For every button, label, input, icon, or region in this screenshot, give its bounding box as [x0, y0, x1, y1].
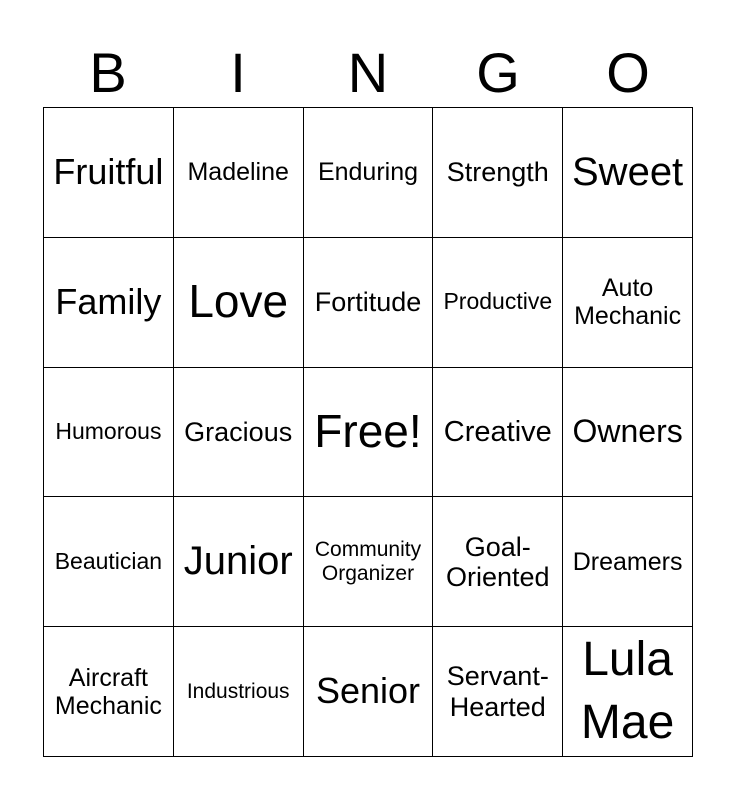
- bingo-cell[interactable]: Beautician: [44, 497, 174, 627]
- bingo-cell[interactable]: Senior: [304, 627, 434, 757]
- header-letter-i: I: [230, 41, 246, 104]
- bingo-cell[interactable]: Madeline: [174, 108, 304, 238]
- bingo-cell[interactable]: Dreamers: [563, 497, 693, 627]
- bingo-cell[interactable]: Junior: [174, 497, 304, 627]
- header-letter-n: N: [347, 41, 389, 104]
- bingo-board: [43, 107, 693, 757]
- bingo-cell[interactable]: Fruitful: [44, 108, 174, 238]
- bingo-cell[interactable]: Gracious: [174, 368, 304, 498]
- header-letter-g: G: [476, 41, 520, 104]
- bingo-cell[interactable]: Sweet: [563, 108, 693, 238]
- bingo-cell[interactable]: Productive: [433, 238, 563, 368]
- bingo-cell[interactable]: Lula Mae: [563, 627, 693, 757]
- bingo-cell[interactable]: Creative: [433, 368, 563, 498]
- bingo-cell[interactable]: Family: [44, 238, 174, 368]
- bingo-cell[interactable]: Humorous: [44, 368, 174, 498]
- bingo-cell[interactable]: Auto Mechanic: [563, 238, 693, 368]
- bingo-cell[interactable]: Enduring: [304, 108, 434, 238]
- bingo-header: [43, 40, 693, 106]
- bingo-cell[interactable]: Love: [174, 238, 304, 368]
- bingo-cell[interactable]: Aircraft Mechanic: [44, 627, 174, 757]
- header-letter-b: B: [89, 41, 127, 104]
- bingo-cell[interactable]: Industrious: [174, 627, 304, 757]
- bingo-cell[interactable]: Goal- Oriented: [433, 497, 563, 627]
- free-space-cell[interactable]: Free!: [304, 368, 434, 498]
- header-letter-o: O: [606, 41, 650, 104]
- bingo-cell[interactable]: Fortitude: [304, 238, 434, 368]
- bingo-cell[interactable]: Servant- Hearted: [433, 627, 563, 757]
- bingo-cell[interactable]: Strength: [433, 108, 563, 238]
- bingo-cell[interactable]: Community Organizer: [304, 497, 434, 627]
- bingo-cell[interactable]: Owners: [563, 368, 693, 498]
